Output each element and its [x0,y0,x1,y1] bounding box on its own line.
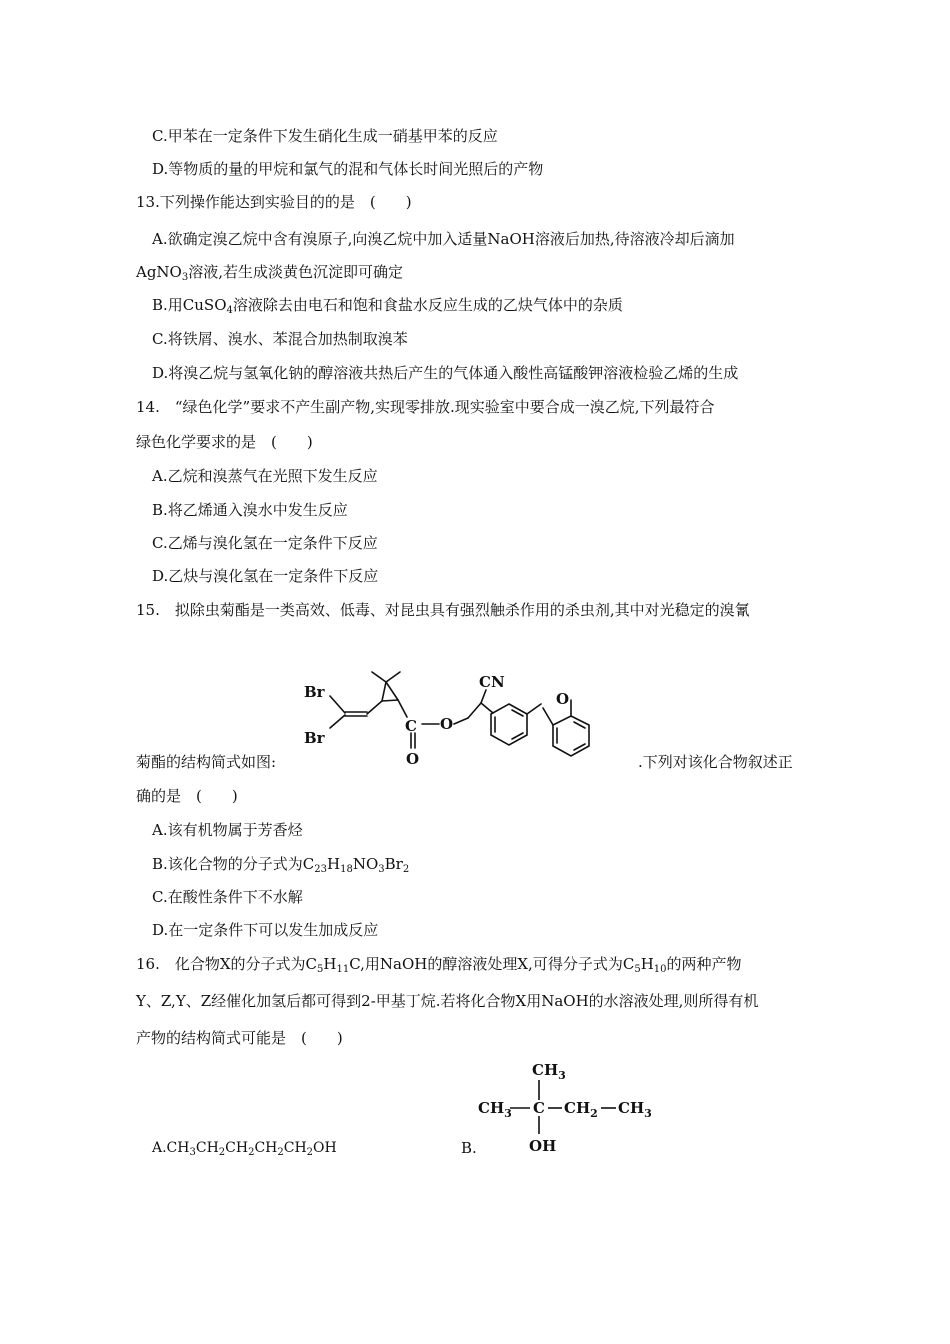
ether-oxygen-label: O [556,690,570,708]
q15-option-b: B.该化合物的分子式为$C_{23}H_{18}NO_3Br_2$ [152,855,410,875]
methyl-top-label: $CH_3$ [532,1061,566,1082]
q12-option-d: D.等物质的量的甲烷和氯气的混和气体长时间光照后的产物 [152,160,544,178]
q14-option-c: C.乙烯与溴化氢在一定条件下反应 [152,534,378,552]
q15-option-c: C.在酸性条件下不水解 [152,888,303,906]
q15-stem-line2-prefix: 菊酯的结构简式如图: [136,753,277,771]
ester-oxygen-label: O [440,715,454,733]
central-carbon-label: C [533,1099,545,1117]
q16-stem-line1: 16. 化合物X的分子式为$C_5H_{11}C$,用NaOH的醇溶液处理X,可得分子式为$C_5H_{10}$的两种产物 [136,955,742,975]
q16-stem-line2: Y、Z,Y、Z经催化加氢后都可得到2-甲基丁烷.若将化合物X用NaOH的水溶液处理,则所得有机 [136,992,759,1010]
deltamethrin-structure-diagram [300,660,640,772]
q14-option-a: A.乙烷和溴蒸气在光照下发生反应 [152,467,378,485]
q14-option-d: D.乙炔与溴化氢在一定条件下反应 [152,567,379,585]
carbonyl-carbon-label: C [405,717,417,735]
q14-stem-line1: 14. “绿色化学”要求不产生副产物,实现零排放.现实验室中要合成一溴乙烷,下列最符合 [136,398,715,416]
q13-stem: 13.下列操作能达到实验目的的是 ( ) [136,193,412,211]
hydroxyl-label: OH [529,1137,557,1155]
q16-option-a: $A.CH_3CH_2CH_2CH_2CH_2OH$ [152,1140,337,1158]
q15-stem-line1: 15. 拟除虫菊酯是一类高效、低毒、对昆虫具有强烈触杀作用的杀虫剂,其中对光稳定的溴氰 [136,601,750,619]
q14-stem-line2: 绿色化学要求的是 ( ) [136,433,313,451]
bromine-label-top: Br [304,683,325,701]
q13-option-d: D.将溴乙烷与氢氧化钠的醇溶液共热后产生的气体通入酸性高锰酸钾溶液检验乙烯的生成 [152,364,739,382]
q13-option-a-line1: A.欲确定溴乙烷中含有溴原子,向溴乙烷中加入适量NaOH溶液后加热,待溶液冷却后滴加 [152,230,735,248]
q14-option-b: B.将乙烯通入溴水中发生反应 [152,501,348,519]
bromine-label-bottom: Br [304,729,325,747]
q12-option-c: C.甲苯在一定条件下发生硝化生成一硝基甲苯的反应 [152,127,498,145]
q15-stem-line2-suffix: .下列对该化合物叙述正 [638,753,793,771]
carbonyl-oxygen-label: O [406,750,420,768]
q15-stem-line3: 确的是 ( ) [136,787,238,805]
q13-option-b: B.用CuSO$_4$溶液除去由电石和饱和食盐水反应生成的乙炔气体中的杂质 [152,296,623,316]
q16-option-b-label: B. [461,1139,477,1157]
q15-option-d: D.在一定条件下可以发生加成反应 [152,921,379,939]
methylene-label: $CH_2$ [564,1099,598,1120]
q13-option-a-line2: AgNO$_3$溶液,若生成淡黄色沉淀即可确定 [136,263,404,283]
methyl-left-label: $CH_3$ [478,1099,512,1120]
q16-option-b-structure [470,1050,670,1160]
cyano-label: CN [479,673,505,691]
q15-option-a: A.该有机物属于芳香烃 [152,821,303,839]
methyl-right-label: $CH_3$ [618,1099,652,1120]
q13-option-c: C.将铁屑、溴水、苯混合加热制取溴苯 [152,330,408,348]
q16-stem-line3: 产物的结构简式可能是 ( ) [136,1029,343,1047]
